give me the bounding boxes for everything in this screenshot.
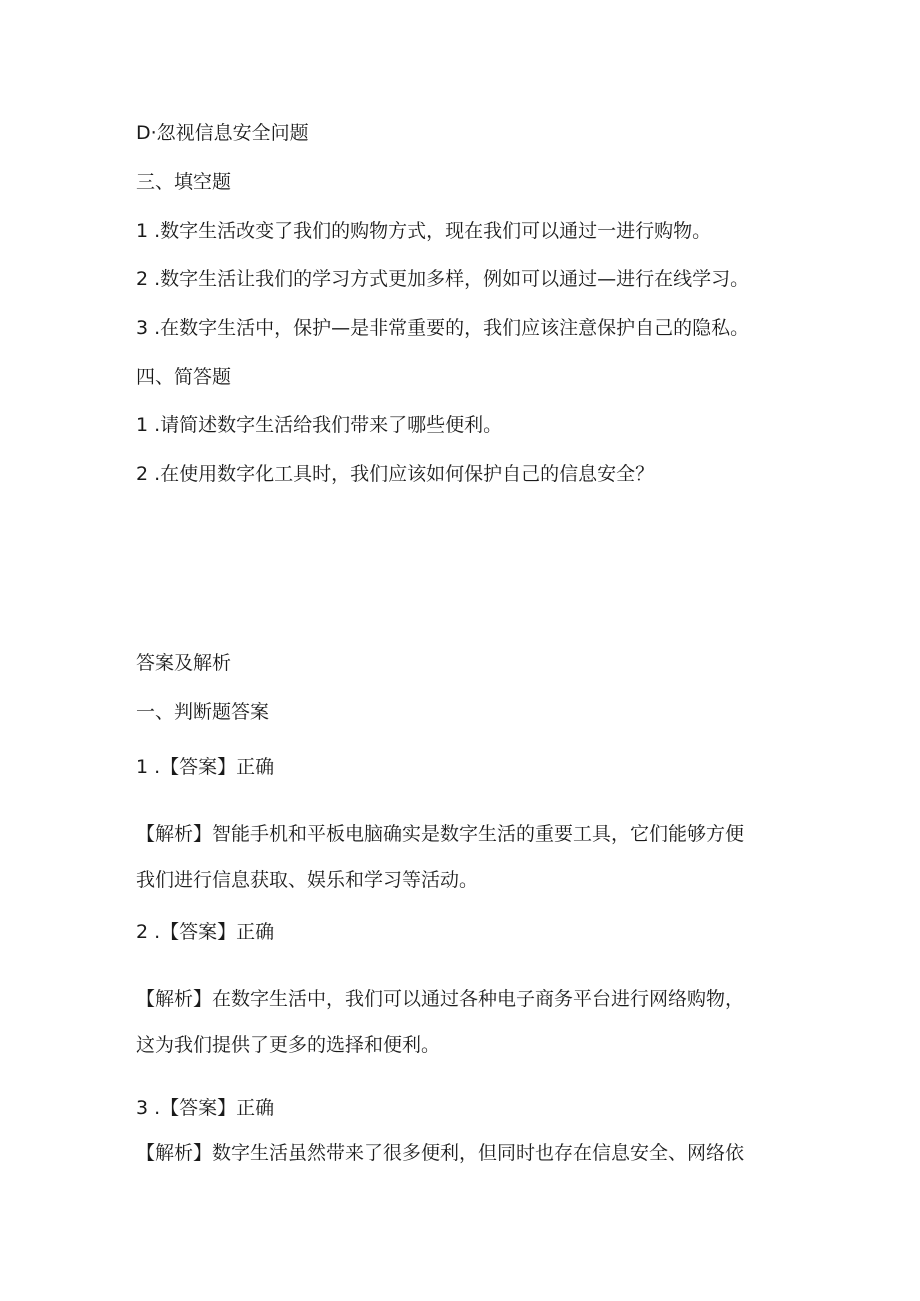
answer-3: 3 .【答案】正确 xyxy=(136,1097,275,1119)
fill-blank-question-3: 3 .在数字生活中，保护—是非常重要的，我们应该注意保护自己的隐私。 xyxy=(136,317,750,339)
fill-blank-question-2: 2 .数字生活让我们的学习方式更加多样，例如可以通过—进行在线学习。 xyxy=(136,268,750,290)
answer-1: 1 .【答案】正确 xyxy=(136,756,275,778)
fill-blank-question-1: 1 .数字生活改变了我们的购物方式，现在我们可以通过一进行购物。 xyxy=(136,220,712,242)
answers-heading: 答案及解析 xyxy=(136,652,232,674)
explanation-1-line-2: 我们进行信息获取、娱乐和学习等活动。 xyxy=(136,869,479,891)
section-heading-short-answer: 四、简答题 xyxy=(136,366,232,388)
answer-2: 2 .【答案】正确 xyxy=(136,921,275,943)
section-heading-fill-blank: 三、填空题 xyxy=(136,171,232,193)
explanation-2-line-2: 这为我们提供了更多的选择和便利。 xyxy=(136,1034,441,1056)
explanation-1-line-1: 【解析】智能手机和平板电脑确实是数字生活的重要工具，它们能够方便 xyxy=(136,823,745,845)
option-d: D·忽视信息安全问题 xyxy=(136,122,309,144)
section-heading-true-false-answers: 一、判断题答案 xyxy=(136,701,270,723)
explanation-3-line-1: 【解析】数字生活虽然带来了很多便利，但同时也存在信息安全、网络依 xyxy=(136,1142,745,1164)
explanation-2-line-1: 【解析】在数字生活中，我们可以通过各种电子商务平台进行网络购物， xyxy=(136,988,745,1010)
short-answer-question-1: 1 .请简述数字生活给我们带来了哪些便利。 xyxy=(136,414,503,436)
short-answer-question-2: 2 .在使用数字化工具时，我们应该如何保护自己的信息安全？ xyxy=(136,463,655,485)
